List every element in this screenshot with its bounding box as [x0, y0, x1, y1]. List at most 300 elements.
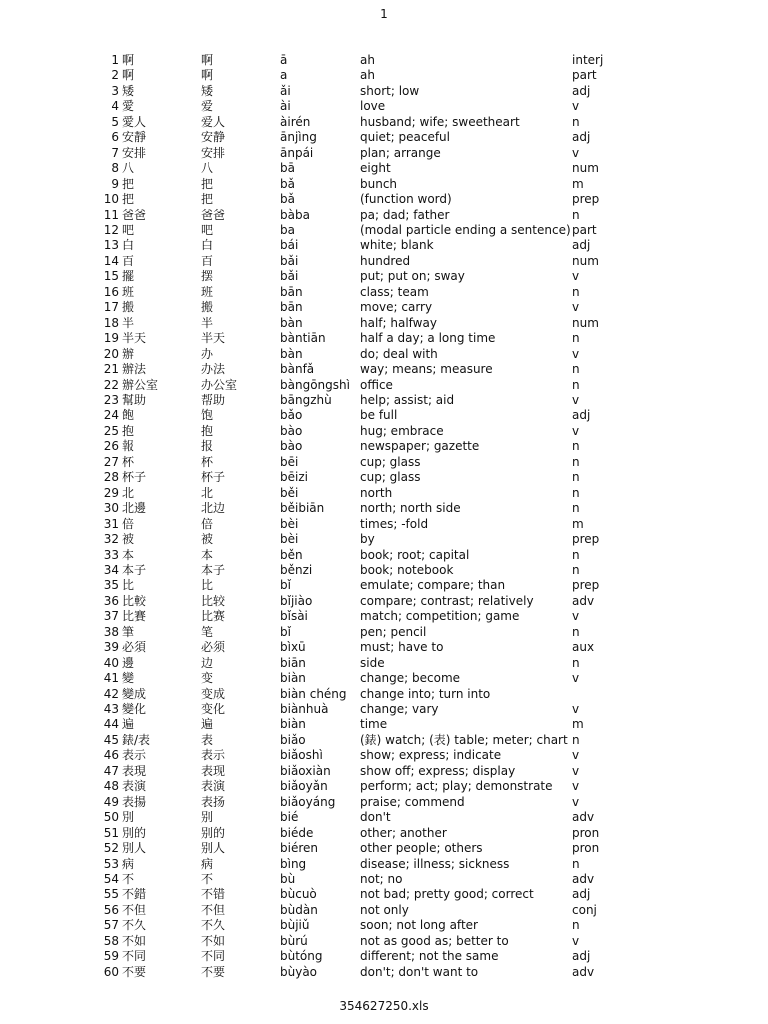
simplified-chars-cell: 啊	[201, 68, 214, 83]
traditional-chars-cell: 筆	[122, 624, 135, 639]
simplified-chars-cell: 别	[201, 810, 214, 825]
pinyin-cell: bǎi	[280, 269, 299, 284]
english-definition-cell: way; means; measure	[360, 362, 493, 377]
simplified-chars-cell: 北	[201, 485, 214, 500]
english-definition-cell: change into; turn into	[360, 686, 491, 701]
simplified-chars-cell: 笔	[201, 624, 214, 639]
traditional-chars-cell: 班	[122, 284, 135, 299]
table-row	[92, 84, 632, 99]
table-row	[92, 810, 632, 825]
table-row	[92, 609, 632, 624]
row-number-cell: 20	[103, 346, 119, 361]
english-definition-cell: compare; contrast; relatively	[360, 593, 534, 608]
pinyin-cell: biàn chéng	[280, 686, 347, 701]
traditional-chars-cell: 擺	[122, 269, 135, 284]
part-of-speech-cell: n	[572, 918, 580, 933]
simplified-chars-cell: 饱	[201, 408, 214, 423]
traditional-chars-cell: 本子	[122, 562, 147, 577]
part-of-speech-cell: v	[572, 145, 580, 160]
table-row	[92, 656, 632, 671]
english-definition-cell: ah	[360, 53, 375, 67]
part-of-speech-cell: n	[572, 362, 580, 377]
row-number-cell: 13	[103, 238, 119, 253]
simplified-chars-cell: 表现	[201, 763, 226, 778]
pinyin-cell: bùrú	[280, 933, 308, 948]
row-number-cell: 53	[103, 856, 119, 871]
part-of-speech-cell: adv	[572, 593, 595, 608]
simplified-chars-cell: 比	[201, 578, 214, 593]
traditional-chars-cell: 表示	[122, 748, 147, 763]
table-row	[92, 408, 632, 423]
table-row	[92, 130, 632, 145]
row-number-cell: 10	[103, 192, 119, 207]
row-number-cell: 59	[103, 949, 119, 964]
row-number-cell: 9	[111, 176, 119, 191]
traditional-chars-cell: 變化	[122, 702, 147, 717]
traditional-chars-cell: 不要	[122, 964, 147, 979]
pinyin-cell: bǐjiào	[280, 593, 313, 608]
part-of-speech-cell: n	[572, 377, 580, 392]
pinyin-cell: biǎoyáng	[280, 794, 336, 809]
pinyin-cell: bié	[280, 810, 299, 825]
simplified-chars-cell: 表	[201, 732, 214, 747]
row-number-cell: 12	[103, 222, 119, 237]
table-row	[92, 748, 632, 763]
table-row	[92, 563, 632, 578]
part-of-speech-cell: prep	[572, 578, 600, 593]
row-number-cell: 14	[103, 253, 119, 268]
simplified-chars-cell: 吧	[201, 222, 214, 237]
english-definition-cell: half a day; a long time	[360, 331, 496, 346]
table-row	[92, 146, 632, 161]
traditional-chars-cell: 北	[122, 485, 135, 500]
row-number-cell: 45	[103, 732, 119, 747]
table-row	[92, 841, 632, 856]
simplified-chars-cell: 爱人	[201, 114, 226, 129]
part-of-speech-cell: adj	[572, 887, 591, 902]
part-of-speech-cell: v	[572, 423, 580, 438]
pinyin-cell: bùtóng	[280, 949, 323, 964]
pinyin-cell: biàn	[280, 717, 306, 732]
english-definition-cell: other people; others	[360, 841, 483, 856]
row-number-cell: 35	[103, 578, 119, 593]
row-number-cell: 22	[103, 377, 119, 392]
part-of-speech-cell: adj	[572, 949, 591, 964]
traditional-chars-cell: 辦公室	[122, 377, 159, 392]
row-number-cell: 46	[103, 748, 119, 763]
pinyin-cell: biéde	[280, 825, 314, 840]
simplified-chars-cell: 变化	[201, 702, 226, 717]
row-number-cell: 43	[103, 702, 119, 717]
simplified-chars-cell: 半	[201, 315, 214, 330]
pinyin-cell: bǐ	[280, 578, 291, 593]
traditional-chars-cell: 本	[122, 547, 135, 562]
english-definition-cell: help; assist; aid	[360, 392, 455, 407]
row-number-cell: 48	[103, 779, 119, 794]
part-of-speech-cell: n	[572, 624, 580, 639]
row-number-cell: 27	[103, 454, 119, 469]
table-row	[92, 99, 632, 114]
pinyin-cell: bǎ	[280, 192, 295, 207]
table-row	[92, 826, 632, 841]
table-row	[92, 795, 632, 810]
english-definition-cell: disease; illness; sickness	[360, 856, 510, 871]
table-row	[92, 424, 632, 439]
row-number-cell: 19	[103, 331, 119, 346]
pinyin-cell: ba	[280, 222, 295, 237]
row-number-cell: 21	[103, 362, 119, 377]
part-of-speech-cell: part	[572, 68, 597, 83]
traditional-chars-cell: 矮	[122, 83, 135, 98]
simplified-chars-cell: 不如	[201, 933, 226, 948]
simplified-chars-cell: 北边	[201, 501, 226, 516]
english-definition-cell: newspaper; gazette	[360, 439, 480, 454]
part-of-speech-cell: num	[572, 161, 599, 176]
part-of-speech-cell: n	[572, 501, 580, 516]
traditional-chars-cell: 八	[122, 161, 135, 176]
english-definition-cell: pa; dad; father	[360, 207, 450, 222]
simplified-chars-cell: 安静	[201, 130, 226, 145]
part-of-speech-cell: v	[572, 671, 580, 686]
english-definition-cell: book; notebook	[360, 562, 454, 577]
row-number-cell: 32	[103, 532, 119, 547]
traditional-chars-cell: 被	[122, 532, 135, 547]
traditional-chars-cell: 愛人	[122, 114, 147, 129]
english-definition-cell: different; not the same	[360, 949, 499, 964]
traditional-chars-cell: 表演	[122, 779, 147, 794]
simplified-chars-cell: 班	[201, 284, 214, 299]
english-definition-cell: hundred	[360, 253, 411, 268]
row-number-cell: 38	[103, 624, 119, 639]
english-definition-cell: perform; act; play; demonstrate	[360, 779, 553, 794]
part-of-speech-cell: m	[572, 717, 584, 732]
part-of-speech-cell: v	[572, 99, 580, 114]
traditional-chars-cell: 啊	[122, 53, 135, 67]
traditional-chars-cell: 把	[122, 192, 135, 207]
english-definition-cell: (function word)	[360, 192, 452, 207]
english-definition-cell: match; competition; game	[360, 609, 520, 624]
part-of-speech-cell: v	[572, 748, 580, 763]
row-number-cell: 36	[103, 593, 119, 608]
pinyin-cell: biǎoxiàn	[280, 763, 331, 778]
row-number-cell: 52	[103, 841, 119, 856]
part-of-speech-cell: n	[572, 114, 580, 129]
part-of-speech-cell: v	[572, 779, 580, 794]
table-row	[92, 887, 632, 902]
english-definition-cell: class; team	[360, 284, 429, 299]
row-number-cell: 11	[103, 207, 119, 222]
table-row	[92, 53, 632, 68]
row-number-cell: 54	[103, 872, 119, 887]
table-row	[92, 764, 632, 779]
simplified-chars-cell: 办	[201, 346, 214, 361]
pinyin-cell: biéren	[280, 841, 318, 856]
traditional-chars-cell: 別	[122, 810, 135, 825]
pinyin-cell: bān	[280, 300, 303, 315]
traditional-chars-cell: 飽	[122, 408, 135, 423]
traditional-chars-cell: 幫助	[122, 392, 147, 407]
english-definition-cell: love	[360, 99, 386, 114]
part-of-speech-cell: conj	[572, 902, 597, 917]
english-definition-cell: emulate; compare; than	[360, 578, 506, 593]
table-row	[92, 687, 632, 702]
traditional-chars-cell: 啊	[122, 68, 135, 83]
table-row	[92, 578, 632, 593]
english-definition-cell: office	[360, 377, 393, 392]
english-definition-cell: other; another	[360, 825, 447, 840]
row-number-cell: 26	[103, 439, 119, 454]
table-row	[92, 625, 632, 640]
simplified-chars-cell: 爱	[201, 99, 214, 114]
traditional-chars-cell: 辦	[122, 346, 135, 361]
traditional-chars-cell: 別人	[122, 841, 147, 856]
part-of-speech-cell: v	[572, 269, 580, 284]
table-row	[92, 208, 632, 223]
traditional-chars-cell: 錶/表	[122, 732, 151, 747]
row-number-cell: 44	[103, 717, 119, 732]
pinyin-cell: bàntiān	[280, 331, 326, 346]
row-number-cell: 33	[103, 547, 119, 562]
table-row	[92, 717, 632, 732]
english-definition-cell: eight	[360, 161, 391, 176]
pinyin-cell: bàn	[280, 346, 303, 361]
pinyin-cell: bǎo	[280, 408, 303, 423]
english-definition-cell: move; carry	[360, 300, 433, 315]
part-of-speech-cell: num	[572, 315, 599, 330]
traditional-chars-cell: 病	[122, 856, 135, 871]
english-definition-cell: ah	[360, 68, 375, 83]
simplified-chars-cell: 比较	[201, 593, 226, 608]
english-definition-cell: times; -fold	[360, 516, 429, 531]
table-row	[92, 223, 632, 238]
row-number-cell: 6	[111, 130, 119, 145]
english-definition-cell: cup; glass	[360, 454, 421, 469]
row-number-cell: 55	[103, 887, 119, 902]
part-of-speech-cell: n	[572, 485, 580, 500]
simplified-chars-cell: 必须	[201, 640, 226, 655]
row-number-cell: 25	[103, 423, 119, 438]
table-row	[92, 455, 632, 470]
pinyin-cell: ā	[280, 53, 288, 67]
part-of-speech-cell: num	[572, 253, 599, 268]
row-number-cell: 2	[111, 68, 119, 83]
row-number-cell: 5	[111, 114, 119, 129]
part-of-speech-cell: v	[572, 933, 580, 948]
english-definition-cell: hug; embrace	[360, 423, 444, 438]
part-of-speech-cell: adv	[572, 964, 595, 979]
traditional-chars-cell: 比較	[122, 593, 147, 608]
part-of-speech-cell: v	[572, 609, 580, 624]
part-of-speech-cell: n	[572, 655, 580, 670]
table-row	[92, 486, 632, 501]
table-row	[92, 68, 632, 83]
vocabulary-table-body	[92, 53, 632, 980]
page-number: 1	[380, 7, 388, 21]
table-row	[92, 702, 632, 717]
traditional-chars-cell: 杯子	[122, 470, 147, 485]
english-definition-cell: not only	[360, 902, 409, 917]
row-number-cell: 49	[103, 794, 119, 809]
pinyin-cell: bǎ	[280, 176, 295, 191]
traditional-chars-cell: 安排	[122, 145, 147, 160]
table-row	[92, 269, 632, 284]
english-definition-cell: show off; express; display	[360, 763, 516, 778]
simplified-chars-cell: 八	[201, 161, 214, 176]
pinyin-cell: bái	[280, 238, 299, 253]
pinyin-cell: a	[280, 68, 288, 83]
row-number-cell: 29	[103, 485, 119, 500]
traditional-chars-cell: 表現	[122, 763, 147, 778]
simplified-chars-cell: 爸爸	[201, 207, 226, 222]
traditional-chars-cell: 爸爸	[122, 207, 147, 222]
simplified-chars-cell: 报	[201, 439, 214, 454]
traditional-chars-cell: 不	[122, 872, 135, 887]
part-of-speech-cell: adj	[572, 238, 591, 253]
english-definition-cell: be full	[360, 408, 398, 423]
pinyin-cell: bā	[280, 161, 295, 176]
simplified-chars-cell: 杯子	[201, 470, 226, 485]
row-number-cell: 3	[111, 83, 119, 98]
row-number-cell: 57	[103, 918, 119, 933]
simplified-chars-cell: 半天	[201, 331, 226, 346]
part-of-speech-cell: m	[572, 176, 584, 191]
english-definition-cell: husband; wife; sweetheart	[360, 114, 520, 129]
table-row	[92, 238, 632, 253]
simplified-chars-cell: 不错	[201, 887, 226, 902]
english-definition-cell: by	[360, 532, 375, 547]
pinyin-cell: biǎoshì	[280, 748, 323, 763]
simplified-chars-cell: 抱	[201, 423, 214, 438]
part-of-speech-cell: n	[572, 732, 580, 747]
part-of-speech-cell: n	[572, 547, 580, 562]
pinyin-cell: bēi	[280, 454, 299, 469]
row-number-cell: 4	[111, 99, 119, 114]
part-of-speech-cell: n	[572, 454, 580, 469]
table-row	[92, 872, 632, 887]
part-of-speech-cell: n	[572, 562, 580, 577]
pinyin-cell: bèi	[280, 516, 299, 531]
table-row	[92, 532, 632, 547]
part-of-speech-cell: v	[572, 702, 580, 717]
part-of-speech-cell: adj	[572, 83, 591, 98]
traditional-chars-cell: 變	[122, 671, 135, 686]
table-row	[92, 671, 632, 686]
simplified-chars-cell: 比赛	[201, 609, 226, 624]
pinyin-cell: ài	[280, 99, 291, 114]
pinyin-cell: bǐsài	[280, 609, 308, 624]
english-definition-cell: plan; arrange	[360, 145, 441, 160]
pinyin-cell: bàngōngshì	[280, 377, 350, 392]
simplified-chars-cell: 帮助	[201, 392, 226, 407]
row-number-cell: 15	[103, 269, 119, 284]
vocabulary-table	[92, 53, 632, 980]
table-row	[92, 548, 632, 563]
simplified-chars-cell: 边	[201, 655, 214, 670]
part-of-speech-cell: n	[572, 331, 580, 346]
traditional-chars-cell: 不錯	[122, 887, 147, 902]
row-number-cell: 34	[103, 562, 119, 577]
english-definition-cell: (modal particle ending a sentence)	[360, 222, 571, 237]
part-of-speech-cell: v	[572, 300, 580, 315]
row-number-cell: 41	[103, 671, 119, 686]
row-number-cell: 51	[103, 825, 119, 840]
traditional-chars-cell: 杯	[122, 454, 135, 469]
row-number-cell: 28	[103, 470, 119, 485]
table-row	[92, 347, 632, 362]
english-definition-cell: side	[360, 655, 385, 670]
pinyin-cell: bèi	[280, 532, 299, 547]
english-definition-cell: north	[360, 485, 393, 500]
table-row	[92, 161, 632, 176]
simplified-chars-cell: 矮	[201, 83, 214, 98]
simplified-chars-cell: 病	[201, 856, 214, 871]
traditional-chars-cell: 抱	[122, 423, 135, 438]
traditional-chars-cell: 遍	[122, 717, 135, 732]
part-of-speech-cell: adj	[572, 408, 591, 423]
table-row	[92, 192, 632, 207]
part-of-speech-cell: v	[572, 346, 580, 361]
pinyin-cell: ǎi	[280, 83, 291, 98]
table-row	[92, 949, 632, 964]
pinyin-cell: bān	[280, 284, 303, 299]
part-of-speech-cell: aux	[572, 640, 595, 655]
table-row	[92, 115, 632, 130]
english-definition-cell: change; vary	[360, 702, 439, 717]
english-definition-cell: not as good as; better to	[360, 933, 509, 948]
simplified-chars-cell: 把	[201, 192, 214, 207]
row-number-cell: 1	[111, 53, 119, 67]
simplified-chars-cell: 被	[201, 532, 214, 547]
table-row	[92, 918, 632, 933]
footer-filename: 354627250.xls	[339, 999, 429, 1013]
traditional-chars-cell: 必須	[122, 640, 147, 655]
table-row	[92, 393, 632, 408]
table-row	[92, 316, 632, 331]
traditional-chars-cell: 白	[122, 238, 135, 253]
simplified-chars-cell: 表示	[201, 748, 226, 763]
part-of-speech-cell: v	[572, 794, 580, 809]
simplified-chars-cell: 不同	[201, 949, 226, 964]
pinyin-cell: bìng	[280, 856, 307, 871]
pinyin-cell: bìxū	[280, 640, 306, 655]
simplified-chars-cell: 百	[201, 253, 214, 268]
english-definition-cell: show; express; indicate	[360, 748, 502, 763]
row-number-cell: 31	[103, 516, 119, 531]
simplified-chars-cell: 别人	[201, 841, 226, 856]
traditional-chars-cell: 辦法	[122, 362, 147, 377]
traditional-chars-cell: 北邊	[122, 501, 147, 516]
traditional-chars-cell: 表揚	[122, 794, 147, 809]
english-definition-cell: do; deal with	[360, 346, 438, 361]
simplified-chars-cell: 搬	[201, 300, 214, 315]
part-of-speech-cell: adv	[572, 810, 595, 825]
part-of-speech-cell: n	[572, 439, 580, 454]
row-number-cell: 60	[103, 964, 119, 979]
simplified-chars-cell: 变	[201, 671, 214, 686]
row-number-cell: 18	[103, 315, 119, 330]
table-row	[92, 378, 632, 393]
english-definition-cell: pen; pencil	[360, 624, 427, 639]
pinyin-cell: běi	[280, 485, 299, 500]
simplified-chars-cell: 不	[201, 872, 214, 887]
simplified-chars-cell: 白	[201, 238, 214, 253]
part-of-speech-cell: n	[572, 470, 580, 485]
row-number-cell: 17	[103, 300, 119, 315]
english-definition-cell: half; halfway	[360, 315, 437, 330]
part-of-speech-cell: adv	[572, 872, 595, 887]
english-definition-cell: don't	[360, 810, 391, 825]
simplified-chars-cell: 摆	[201, 269, 214, 284]
